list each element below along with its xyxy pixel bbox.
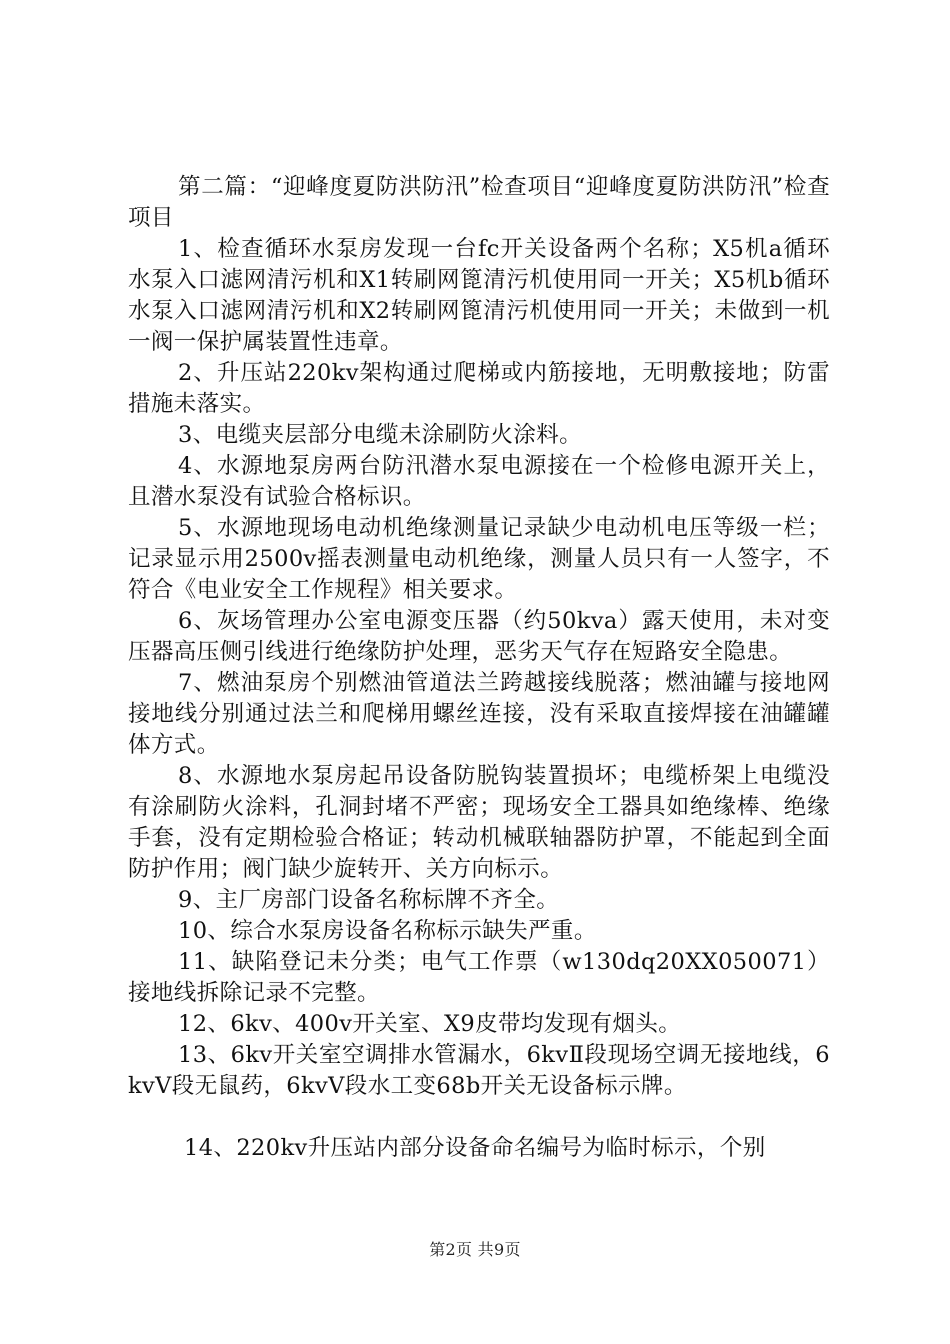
- document-body: [128, 172, 830, 1164]
- list-item: 12、6kv、400v开关室、X9皮带均发现有烟头。: [178, 1011, 682, 1037]
- list-item: 8、水源地水泵房起吊设备防脱钩装置损坏；电缆桥架上电缆没有涂刷防火涂料，孔洞封堵不严密；现场安全工器具如绝缘棒、绝缘手套，没有定期检验合格证；转动机械联轴器防护罩，不能起到全面防护作用；阀门缺少旋转开、关方向标示。: [128, 763, 830, 882]
- list-item: 3、电缆夹层部分电缆未涂刷防火涂料。: [178, 422, 583, 448]
- list-item: 6、灰场管理办公室电源变压器（约50kva）露天使用，未对变压器高压侧引线进行绝缘防护处理，恶劣天气存在短路安全隐患。: [128, 608, 830, 665]
- section-heading: 第二篇：“迎峰度夏防洪防汛”检查项目“迎峰度夏防洪防汛”检查项目: [128, 174, 830, 231]
- list-item: 4、水源地泵房两台防汛潜水泵电源接在一个检修电源开关上，且潜水泵没有试验合格标识。: [128, 453, 830, 510]
- list-item: 2、升压站220kv架构通过爬梯或内筋接地，无明敷接地；防雷措施未落实。: [128, 360, 830, 417]
- page-number-footer: 第2页 共9页: [429, 1240, 521, 1259]
- list-item: 13、6kv开关室空调排水管漏水，6kvⅡ段现场空调无接地线，6kvⅤ段无鼠药，6kvⅤ段水工变68b开关无设备标示牌。: [128, 1042, 830, 1099]
- list-item: 11、缺陷登记未分类；电气工作票（w130dq20XX050071）接地线拆除记录不完整。: [128, 949, 830, 1006]
- list-item: 1、检查循环水泵房发现一台fc开关设备两个名称；X5机a循环水泵入口滤网清污机和X1转刷网篦清污机使用同一开关；X5机b循环水泵入口滤网清污机和X2转刷网篦清污机使用同一开关；未做到一机一阀一保护属装置性违章。: [128, 236, 830, 355]
- list-item: 14、220kv升压站内部分设备命名编号为临时标示，个别: [184, 1135, 766, 1161]
- list-item: 7、燃油泵房个别燃油管道法兰跨越接线脱落；燃油罐与接地网接地线分别通过法兰和爬梯用螺丝连接，没有采取直接焊接在油罐罐体方式。: [128, 670, 830, 758]
- list-item: 10、综合水泵房设备名称标示缺失严重。: [178, 918, 597, 944]
- list-item: 5、水源地现场电动机绝缘测量记录缺少电动机电压等级一栏；记录显示用2500v摇表测量电动机绝缘，测量人员只有一人签字，不符合《电业安全工作规程》相关要求。: [128, 515, 830, 603]
- list-item: 9、主厂房部门设备名称标牌不齐全。: [178, 887, 560, 913]
